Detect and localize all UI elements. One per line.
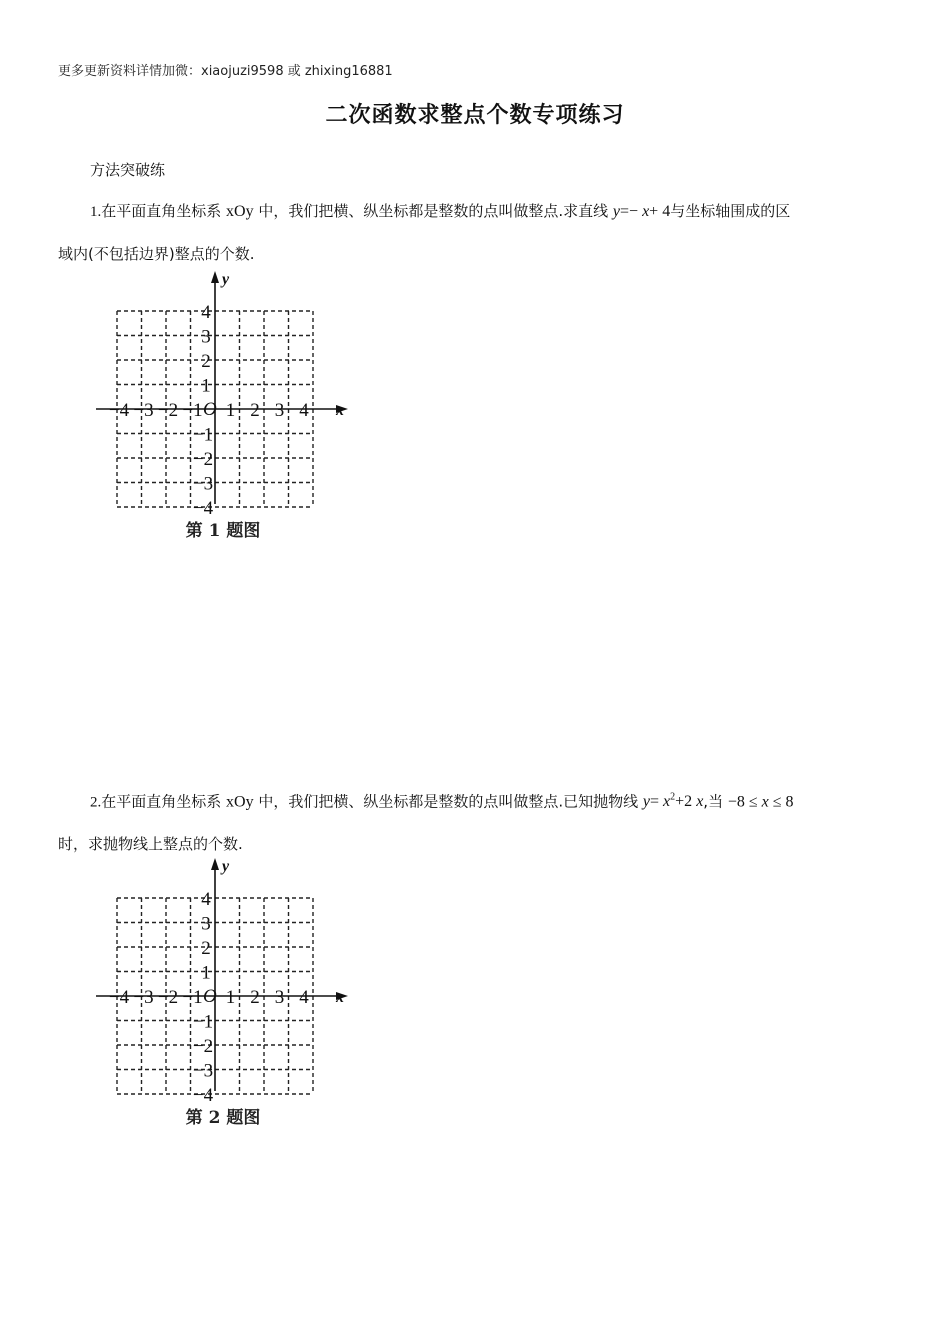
- problem-2-xoy: xOy: [226, 793, 254, 811]
- x-tick-label: −4: [108, 987, 130, 1008]
- problem-2-condition: [728, 793, 794, 810]
- y-axis-arrow: [211, 858, 219, 870]
- equation-op: =−: [620, 203, 643, 220]
- x-axis-label: x: [336, 989, 344, 1006]
- var-x: x: [696, 793, 704, 811]
- y-tick-label: −2: [192, 449, 214, 470]
- x-tick-label: 1: [225, 987, 236, 1008]
- var-y: y: [642, 793, 651, 811]
- x-tick-label: −4: [108, 400, 130, 421]
- x-tick-label: −1: [182, 400, 203, 421]
- origin-label: O: [203, 399, 217, 420]
- var-x: x: [663, 793, 671, 811]
- problem-1-text-b: 中，我们把横、纵坐标都是整数的点叫做整点.求直线: [253, 202, 613, 220]
- problem-2-line-1: [58, 777, 894, 823]
- figure-1-caption: 第 1 题图: [185, 521, 261, 541]
- problem-1-line-1: [58, 190, 894, 233]
- y-tick-label: 1: [201, 375, 211, 397]
- x-tick-label: 4: [299, 987, 309, 1008]
- y-tick-label: 4: [201, 889, 211, 910]
- y-tick-label: 2: [201, 938, 211, 959]
- y-tick-label: −4: [192, 1085, 214, 1106]
- coordinate-grid-2: [92, 855, 354, 1106]
- problem-2: [58, 777, 894, 865]
- var-y: y: [612, 203, 621, 220]
- problem-2-text-a: 在平面直角坐标系: [101, 792, 227, 811]
- problem-2-text-d: 时，求抛物线上整点的个数.: [58, 835, 243, 854]
- y-tick-label: 1: [201, 962, 211, 984]
- var-x: x: [642, 203, 650, 220]
- y-tick-label: −1: [192, 424, 214, 446]
- figure-2-caption: 第 2 题图: [185, 1108, 261, 1128]
- condition-low: −8 ≤: [727, 793, 762, 811]
- y-tick-label: 3: [201, 326, 211, 348]
- section-label: 方法突破练: [90, 161, 166, 179]
- problem-1-text-d: 域内(不包括边界)整点的个数.: [58, 245, 255, 263]
- problem-1-number: 1.: [90, 204, 102, 220]
- x-tick-label: 2: [250, 987, 260, 1008]
- coordinate-grid-1: [92, 268, 354, 519]
- problem-2-text-b: 中，我们把横、纵坐标都是整数的点叫做整点.已知抛物线: [253, 792, 643, 811]
- y-tick-label: 4: [201, 302, 211, 323]
- x-tick-label: −2: [157, 400, 179, 421]
- y-tick-label: 2: [201, 351, 211, 372]
- y-tick-label: −1: [192, 1011, 214, 1033]
- y-axis-label: y: [222, 271, 230, 288]
- y-tick-label: −4: [192, 498, 214, 519]
- x-tick-label: −2: [157, 987, 179, 1008]
- figure-1: [92, 268, 354, 548]
- y-axis-label: y: [222, 858, 230, 875]
- x-tick-label: 3: [274, 400, 285, 421]
- figure-2: [92, 855, 354, 1135]
- condition-high: ≤ 8: [768, 793, 794, 811]
- equation-op: =: [650, 793, 664, 811]
- header-note: 更多更新资料详情加微：xiaojuzi9598 或 zhixing16881: [58, 64, 393, 79]
- problem-1-text-c: 与坐标轴围成的区: [670, 202, 791, 220]
- equation-rest: + 4: [649, 203, 671, 220]
- y-tick-label: −3: [192, 473, 214, 495]
- x-tick-label: −3: [133, 987, 154, 1008]
- problem-1: [58, 190, 894, 275]
- exponent: 2: [670, 792, 676, 803]
- problem-2-equation: [643, 793, 703, 810]
- problem-2-text-c: ,当: [703, 792, 728, 811]
- x-tick-label: 1: [225, 400, 236, 421]
- x-tick-label: 3: [274, 987, 285, 1008]
- problem-1-text-a: 在平面直角坐标系: [101, 202, 227, 220]
- var-x: x: [761, 793, 769, 811]
- y-tick-label: −3: [192, 1060, 214, 1082]
- problem-2-number: 2.: [90, 794, 102, 811]
- x-axis-label: x: [336, 402, 344, 419]
- y-axis-arrow: [211, 271, 219, 283]
- page-title: 二次函数求整点个数专项练习: [325, 103, 625, 128]
- origin-label: O: [203, 986, 217, 1007]
- problem-1-xoy: xOy: [226, 203, 254, 220]
- x-tick-label: 4: [299, 400, 309, 421]
- problem-1-equation: [613, 203, 670, 220]
- x-tick-label: 2: [250, 400, 260, 421]
- equation-plus: +2: [675, 793, 697, 811]
- x-tick-label: −1: [182, 987, 203, 1008]
- y-tick-label: −2: [192, 1036, 214, 1057]
- x-tick-label: −3: [133, 400, 154, 421]
- y-tick-label: 3: [201, 913, 211, 935]
